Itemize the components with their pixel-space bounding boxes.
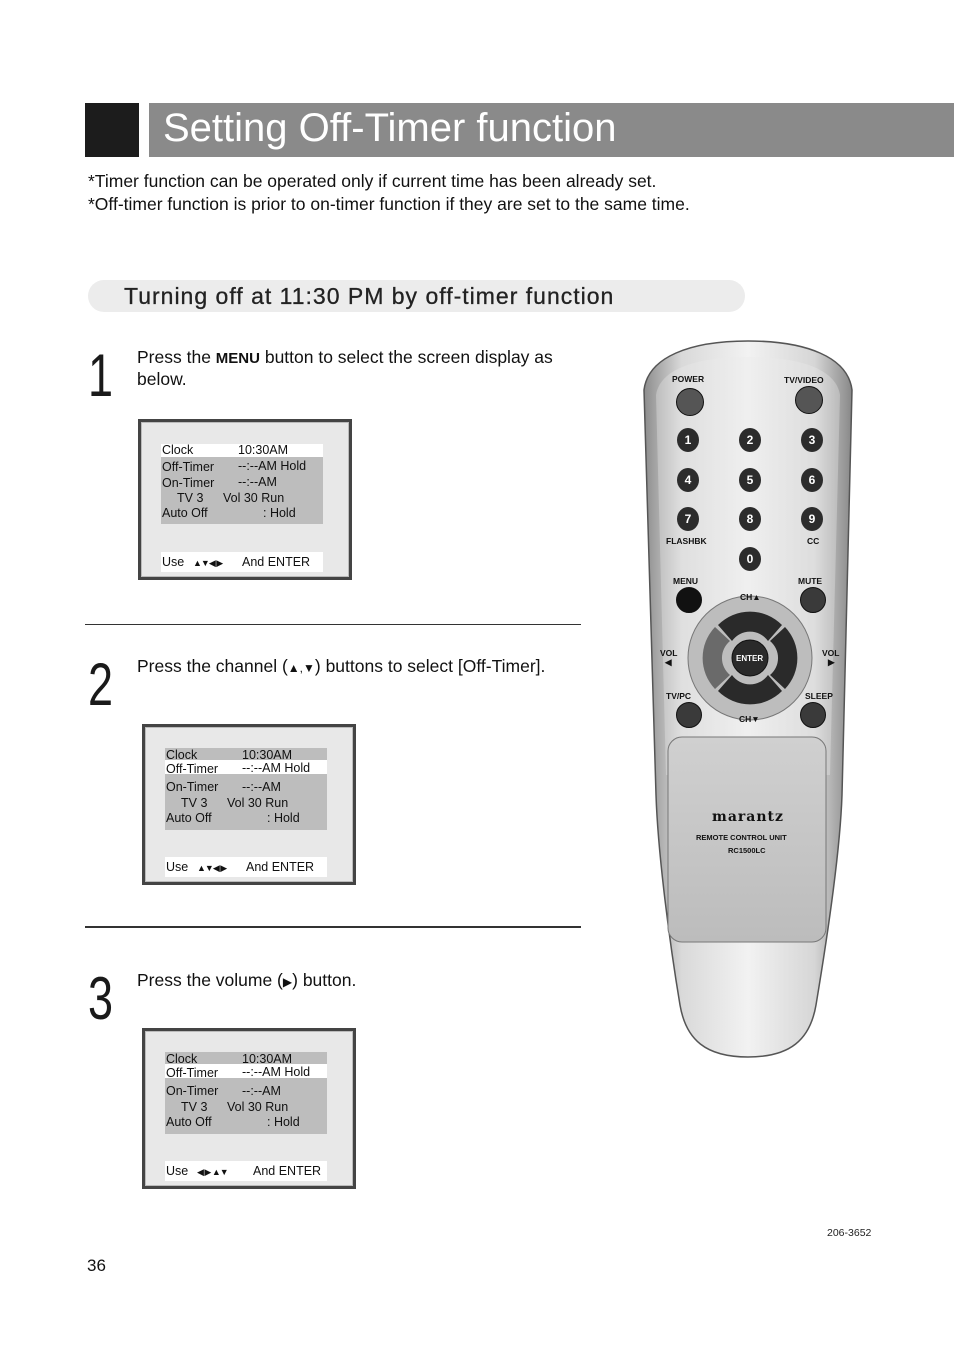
note-1: *Timer function can be operated only if current time has been already set. (88, 171, 657, 191)
flashbk-label: FLASHBK (666, 536, 707, 546)
osd-clock-label: Clock (166, 748, 198, 762)
osd-tv-value: Vol 30 Run (227, 1100, 289, 1114)
ch-up-label: CH▲ (740, 592, 761, 602)
vol-right-label: VOL (822, 648, 840, 658)
brand-logo: marantz (712, 809, 784, 825)
enter-button[interactable]: ENTER (736, 654, 764, 663)
osd-tv-value: Vol 30 Run (227, 796, 289, 810)
step-number-1: 1 (88, 342, 114, 409)
step-1-post: button to select the screen display as below. (137, 347, 553, 389)
osd-auto-label: Auto Off (162, 506, 208, 520)
page-number: 36 (87, 1256, 106, 1275)
tvpc-button[interactable] (676, 702, 702, 728)
step-1-pre: Press the (137, 347, 216, 367)
osd-foot-enter: And ENTER (253, 1164, 322, 1178)
osd-tv-label: TV 3 (181, 796, 208, 810)
osd-tv-value: Vol 30 Run (223, 491, 285, 505)
vol-left-arrow-icon: ◀ (665, 657, 672, 667)
osd-auto-value: : Hold (267, 811, 300, 825)
digit-6-button[interactable]: 6 (801, 468, 823, 492)
osd-foot-use: Use (166, 1164, 189, 1178)
osd-auto-value: : Hold (267, 1115, 300, 1129)
digit-5-button[interactable]: 5 (739, 468, 761, 492)
ch-down-label: CH▼ (739, 714, 760, 724)
digit-9-button[interactable]: 9 (801, 507, 823, 531)
step-2-post: ) buttons to select [Off-Timer]. (314, 656, 546, 676)
osd-off-label: Off-Timer (162, 460, 215, 474)
osd-clock-value: 10:30AM (242, 748, 293, 762)
step-text-2 (137, 656, 547, 679)
digit-4-button[interactable]: 4 (677, 468, 699, 492)
divider-1 (85, 624, 581, 625)
osd-tv-label: TV 3 (181, 1100, 208, 1114)
osd-on-label: On-Timer (162, 476, 215, 490)
menu-label: MENU (673, 576, 699, 586)
osd-on-label: On-Timer (166, 780, 219, 794)
step-number-2: 2 (88, 651, 114, 718)
digit-0-button[interactable]: 0 (739, 547, 761, 571)
osd-auto-label: Auto Off (166, 811, 212, 825)
osd-clock-value: 10:30AM (238, 443, 289, 457)
remote-unit-label: REMOTE CONTROL UNIT (696, 833, 787, 842)
osd-foot-enter: And ENTER (246, 860, 315, 874)
section-title: Turning off at 11:30 PM by off-timer function (124, 283, 615, 309)
step-2-pre: Press the channel ( (137, 656, 288, 676)
digit-8-button[interactable]: 8 (739, 507, 761, 531)
digit-7-button[interactable]: 7 (677, 507, 699, 531)
osd-on-value: --:--AM (238, 475, 277, 489)
doc-code: 206-3652 (827, 1227, 872, 1239)
osd-foot-use: Use (162, 555, 185, 569)
osd-off-value: --:--AM Hold (238, 459, 307, 473)
osd-screen-2 (142, 724, 356, 885)
remote-tvvideo-label: TV/VIDEO (784, 375, 824, 385)
cc-label: CC (807, 536, 820, 546)
osd-screen-1 (138, 419, 352, 580)
osd-foot-arrows: ▲▼◀ ▶ (193, 558, 223, 568)
osd-on-label: On-Timer (166, 1084, 219, 1098)
osd-screen-3 (142, 1028, 356, 1189)
remote-power-label: POWER (672, 374, 705, 384)
remote-model-label: RC1500LC (728, 846, 766, 855)
osd-auto-value: : Hold (263, 506, 296, 520)
osd-clock-value: 10:30AM (242, 1052, 293, 1066)
tvvideo-button[interactable] (795, 386, 823, 414)
osd-clock-label: Clock (166, 1052, 198, 1066)
digit-3-button[interactable]: 3 (801, 428, 823, 452)
step-3-post: ) button. (292, 970, 357, 990)
osd-off-value: --:--AM Hold (242, 1065, 311, 1079)
menu-button[interactable] (676, 587, 702, 613)
digit-2-button[interactable]: 2 (739, 428, 761, 452)
vol-left-label: VOL (660, 648, 678, 658)
header-block (85, 103, 139, 157)
osd-on-value: --:--AM (242, 1084, 281, 1098)
osd-foot-use: Use (166, 860, 189, 874)
osd-off-label: Off-Timer (166, 1066, 219, 1080)
digit-1-button[interactable]: 1 (677, 428, 699, 452)
mute-button[interactable] (800, 587, 826, 613)
tvpc-label: TV/PC (666, 691, 692, 701)
menu-keyword: MENU (215, 350, 260, 367)
osd-off-value: --:--AM Hold (242, 761, 311, 775)
osd-foot-arrows: ▲▼◀ ▶ (197, 863, 227, 873)
vol-right-arrow-icon: ▶ (828, 657, 835, 667)
osd-auto-label: Auto Off (166, 1115, 212, 1129)
step-number-3: 3 (88, 965, 114, 1032)
osd-clock-label: Clock (162, 443, 194, 457)
osd-off-label: Off-Timer (166, 762, 219, 776)
channel-arrows: ▲,▼ (287, 661, 315, 675)
divider-2 (85, 926, 581, 928)
osd-on-value: --:--AM (242, 780, 281, 794)
sleep-label: SLEEP (805, 691, 833, 701)
note-2: *Off-timer function is prior to on-timer function if they are set to the same time. (88, 194, 690, 214)
remote-control (630, 335, 860, 1065)
osd-foot-enter: And ENTER (242, 555, 311, 569)
osd-foot-arrows: ◀ ▶ ▲▼ (197, 1167, 228, 1177)
step-3-pre: Press the volume ( (137, 970, 283, 990)
sleep-button[interactable] (800, 702, 826, 728)
step-text-3 (137, 970, 587, 993)
mute-label: MUTE (798, 576, 823, 586)
page-title: Setting Off-Timer function (163, 106, 617, 150)
osd-tv-label: TV 3 (177, 491, 204, 505)
step-text-1 (137, 347, 587, 390)
power-button[interactable] (676, 388, 704, 416)
volume-arrow: ▶ (282, 975, 293, 989)
